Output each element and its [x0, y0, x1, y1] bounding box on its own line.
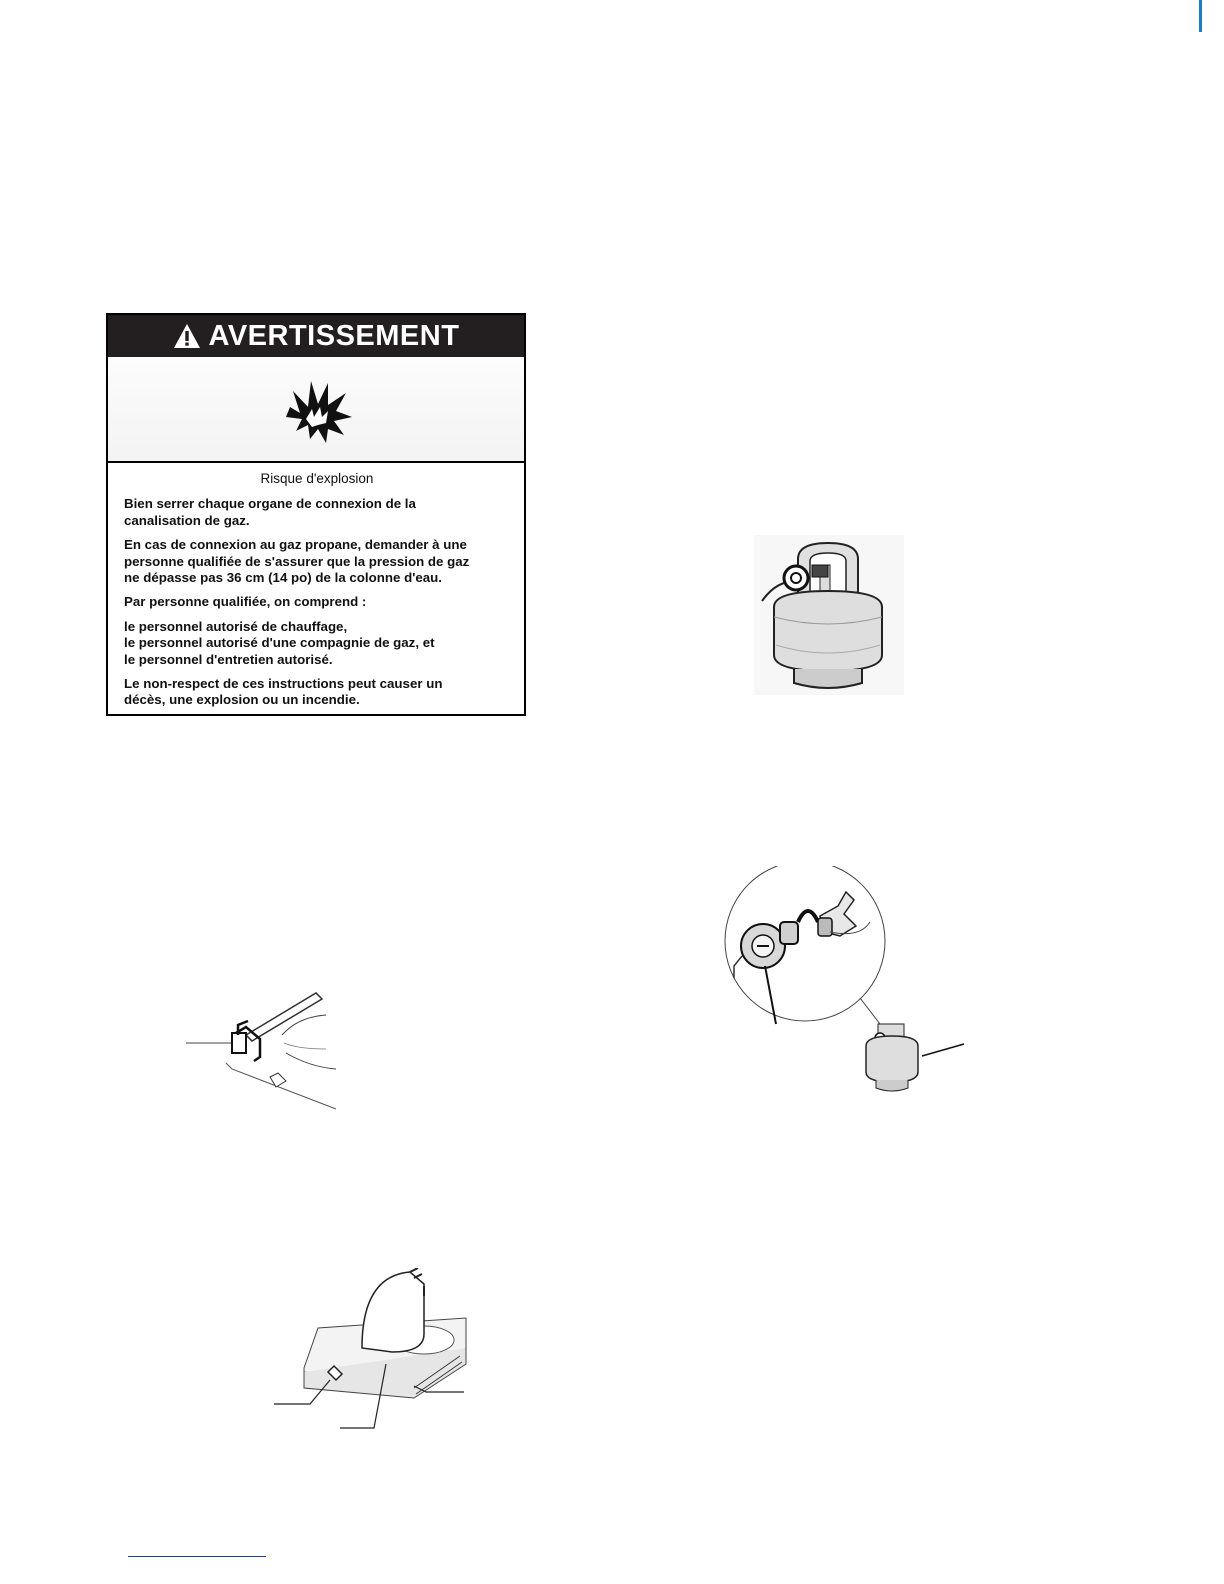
propane-tank-illustration	[754, 535, 904, 695]
warning-header	[108, 315, 524, 357]
explosion-icon	[284, 377, 354, 445]
warning-title: Risque d'explosion	[260, 471, 374, 486]
footer-link-underline[interactable]	[128, 1556, 266, 1557]
warning-paragraph: En cas de connexion au gaz propane, demander à une personne qualifiée de s'assurer que la pression de gaz ne dépasse pas 36 cm (14 po) de la colonne d'eau.	[124, 537, 470, 586]
warning-body	[108, 463, 524, 709]
burner-base-illustration	[274, 1268, 470, 1440]
warning-triangle-icon	[173, 323, 201, 349]
regulator-connection-illustration	[720, 866, 980, 1096]
page-edge-marker	[1199, 0, 1202, 32]
warning-box	[106, 313, 526, 716]
warning-paragraph: Par personne qualifiée, on comprend :	[124, 594, 367, 610]
warning-paragraph: Le non-respect de ces instructions peut causer un décès, une explosion ou un incendie.	[124, 676, 443, 708]
warning-paragraph: le personnel autorisé de chauffage, le personnel autorisé d'une compagnie de gaz, et le personnel d'entretien autorisé.	[124, 618, 435, 667]
cooktop-clip-illustration	[186, 985, 346, 1115]
warning-symbol-area	[108, 357, 524, 463]
warning-header-label: AVERTISSEMENT	[208, 319, 460, 352]
warning-paragraph: Bien serrer chaque organe de connexion de la canalisation de gaz.	[124, 496, 416, 528]
